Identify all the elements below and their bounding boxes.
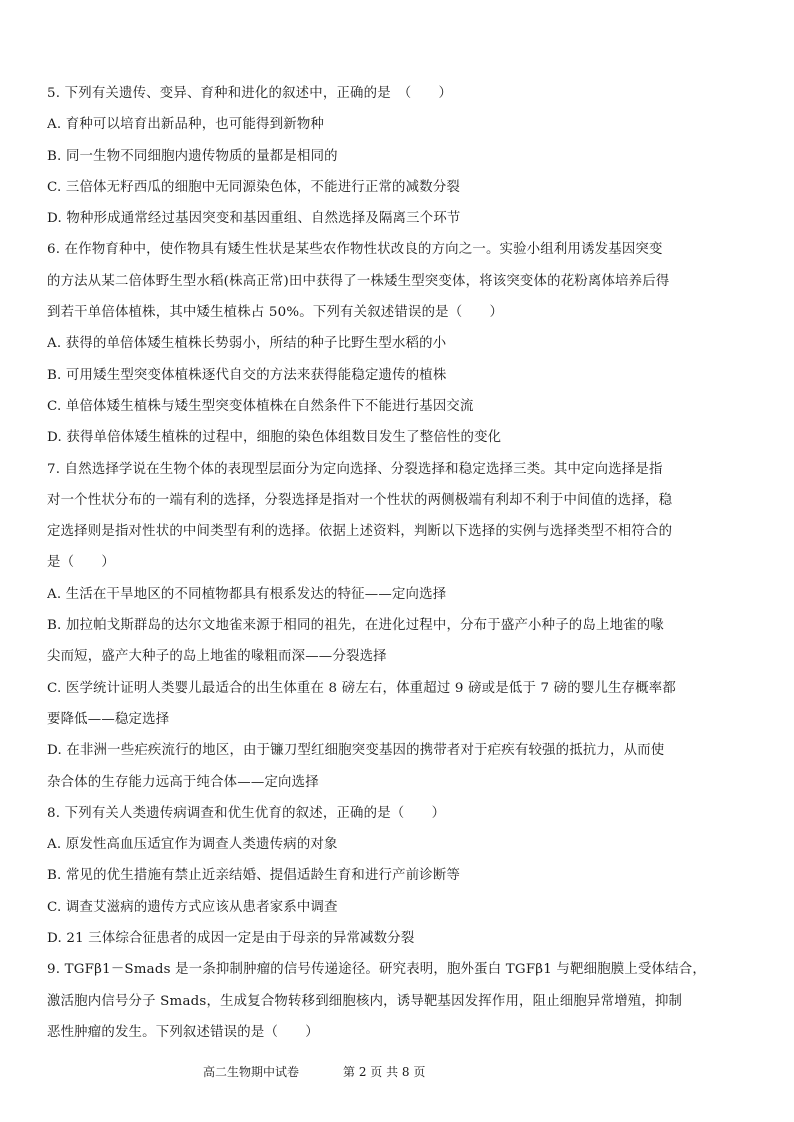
text-line: A. 育种可以培育出新品种，也可能得到新物种 <box>47 117 325 133</box>
page-number: 第 2 页 共 8 页 <box>343 1065 426 1079</box>
text-line: A. 原发性高血压适宜作为调查人类遗传病的对象 <box>47 837 338 853</box>
text-line: C. 单倍体矮生植株与矮生型突变体植株在自然条件下不能进行基因交流 <box>47 398 474 414</box>
text-line: 到若干单倍体植株，其中矮生植株占 50%。下列有关叙述错误的是（ ） <box>47 305 504 321</box>
text-line: 尖而短，盛产大种子的岛上地雀的喙粗而深——分裂选择 <box>47 649 387 665</box>
text-line: 对一个性状分布的一端有利的选择，分裂选择是指对一个性状的两侧极端有利却不利于中间值的选择，稳 <box>47 492 673 508</box>
text-line: 是（ ） <box>47 555 115 571</box>
text-line: 要降低——稳定选择 <box>47 711 170 727</box>
text-line: D. 21 三体综合征患者的成因一定是由于母亲的异常减数分裂 <box>47 931 415 947</box>
text-line: 定选择则是指对性状的中间类型有利的选择。依据上述资料，判断以下选择的实例与选择类型不相符合的 <box>47 524 673 540</box>
text-line: A. 生活在干旱地区的不同植物都具有根系发达的特征——定向选择 <box>47 586 447 602</box>
text-line: 8. 下列有关人类遗传病调查和优生优育的叙述，正确的是（ ） <box>47 805 446 821</box>
text-line: B. 同一生物不同细胞内遗传物质的量都是相同的 <box>47 148 338 164</box>
text-line: 5. 下列有关遗传、变异、育种和进化的叙述中，正确的是 （ ） <box>47 86 453 101</box>
text-line: 的方法从某二倍体野生型水稻(株高正常)田中获得了一株矮生型突变体，将该突变体的花粉离体培养后得 <box>47 273 670 289</box>
text-line: C. 调查艾滋病的遗传方式应该从患者家系中调查 <box>47 899 338 915</box>
text-line: B. 加拉帕戈斯群岛的达尔文地雀来源于相同的祖先，在进化过程中，分布于盛产小种子的岛上地雀的喙 <box>47 618 664 634</box>
text-line: 9. TGFβ1－Smads 是一条抑制肿瘤的信号传递途径。研究表明，胞外蛋白 TGFβ1 与靶细胞膜上受体结合， <box>47 962 706 978</box>
text-line: A. 获得的单倍体矮生植株长势弱小，所结的种子比野生型水稻的小 <box>47 336 447 352</box>
text-line: 7. 自然选择学说在生物个体的表现型层面分为定向选择、分裂选择和稳定选择三类。其中定向选择是指 <box>47 461 663 477</box>
text-line: C. 三倍体无籽西瓜的细胞中无同源染色体，不能进行正常的减数分裂 <box>47 179 461 195</box>
text-line: B. 常见的优生措施有禁止近亲结婚、提倡适龄生育和进行产前诊断等 <box>47 868 461 884</box>
text-line: 恶性肿瘤的发生。下列叙述错误的是（ ） <box>47 1024 319 1040</box>
text-line: 激活胞内信号分子 Smads，生成复合物转移到细胞核内，诱导靶基因发挥作用，阻止细胞异常增殖，抑制 <box>47 993 683 1009</box>
text-line: C. 医学统计证明人类婴儿最适合的出生体重在 8 磅左右，体重超过 9 磅或是低于 7 磅的婴儿生存概率都 <box>47 680 676 696</box>
text-line: D. 物种形成通常经过基因突变和基因重组、自然选择及隔离三个环节 <box>47 211 461 227</box>
text-line: 6. 在作物育种中，使作物具有矮生性状是某些农作物性状改良的方向之一。实验小组利用诱发基因突变 <box>47 242 663 258</box>
text-line: B. 可用矮生型突变体植株逐代自交的方法来获得能稳定遗传的植株 <box>47 367 447 383</box>
text-line: 杂合体的生存能力远高于纯合体——定向选择 <box>47 774 319 790</box>
footer-title: 高二生物期中试卷 <box>203 1065 300 1079</box>
question-text <box>47 78 763 1048</box>
text-line: D. 获得单倍体矮生植株的过程中，细胞的染色体组数目发生了整倍性的变化 <box>47 430 502 446</box>
text-line: D. 在非洲一些疟疾流行的地区，由于镰刀型红细胞突变基因的携带者对于疟疾有较强的抵抗力，从而使 <box>47 743 665 759</box>
